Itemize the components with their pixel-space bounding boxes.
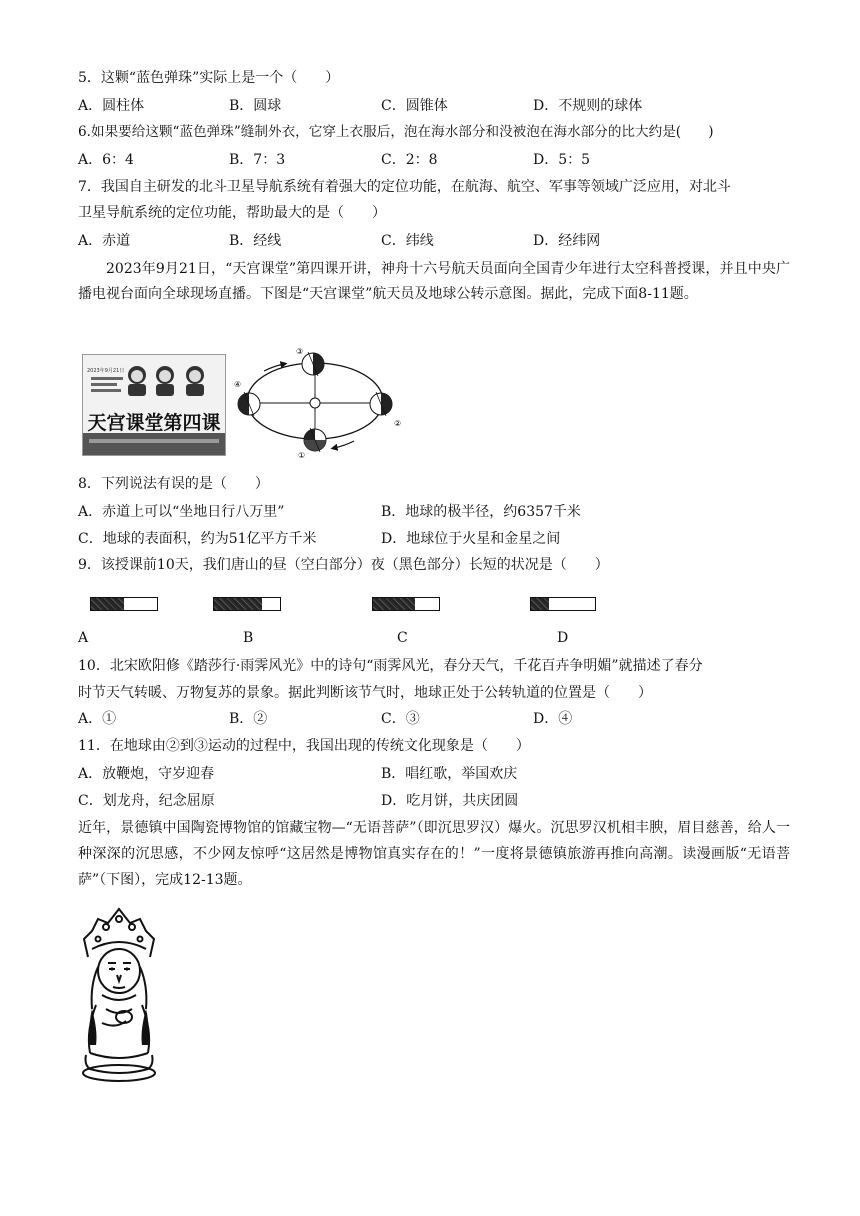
tiangong-banner-image bbox=[82, 354, 226, 456]
q9-label-c: C bbox=[397, 630, 408, 646]
q5-option-d: D．不规则的球体 bbox=[533, 98, 643, 114]
q8-option-b: B．地球的极半径，约6357千米 bbox=[381, 504, 581, 520]
q11-option-d: D．吃月饼，共庆团圆 bbox=[381, 793, 519, 809]
night-portion bbox=[373, 598, 415, 610]
q11-option-a: A．放鞭炮，守岁迎春 bbox=[78, 766, 215, 782]
q8-option-d: D．地球位于火星和金星之间 bbox=[381, 531, 561, 547]
q10-option-a: A．① bbox=[78, 711, 117, 727]
q5-option-c: C．圆锥体 bbox=[381, 98, 448, 114]
q7-stem-line1: 7．我国自主研发的北斗卫星导航系统有着强大的定位功能，在航海、航空、军事等领域广泛应用，对北斗 bbox=[78, 179, 731, 195]
q6-option-c: C．2：8 bbox=[381, 152, 438, 168]
orbit-label-1: ① bbox=[298, 451, 306, 460]
day-night-bar-d bbox=[530, 597, 596, 611]
banner-date: 2023年9月21日 bbox=[87, 368, 125, 374]
q10-option-c: C．③ bbox=[381, 711, 420, 727]
q5-option-b: B．圆球 bbox=[229, 98, 282, 114]
q11-stem: 11．在地球由②到③运动的过程中，我国出现的传统文化现象是（ ） bbox=[78, 738, 530, 754]
q6-stem: 6.如果要给这颗“蓝色弹珠”缝制外衣，它穿上衣服后，泡在海水部分和没被泡在海水部分的比大约是( ) bbox=[78, 124, 714, 140]
q10-option-b: B．② bbox=[229, 711, 268, 727]
q7-stem-line2: 卫星导航系统的定位功能，帮助最大的是（ ） bbox=[78, 205, 386, 221]
orbit-label-3: ③ bbox=[296, 347, 304, 356]
q9-label-a: A bbox=[78, 630, 89, 646]
q5-option-a: A．圆柱体 bbox=[78, 98, 145, 114]
bodhisattva-cartoon-image bbox=[76, 905, 162, 1085]
q7-option-b: B．经线 bbox=[229, 233, 282, 249]
orbit-label-2: ② bbox=[394, 419, 402, 428]
q5-stem: 5．这颗“蓝色弹珠”实际上是一个（ ） bbox=[78, 70, 340, 86]
sun-icon bbox=[306, 394, 324, 412]
q7-option-a: A．赤道 bbox=[78, 233, 131, 249]
q11-option-b: B．唱红歌，举国欢庆 bbox=[381, 766, 518, 782]
earth-orbit-diagram bbox=[234, 346, 406, 461]
q9-label-d: D bbox=[557, 630, 569, 646]
q10-stem-line2: 时节天气转暖、万物复苏的景象。据此判断该节气时，地球正处于公转轨道的位置是（ ） bbox=[78, 685, 652, 701]
q11-option-c: C．划龙舟，纪念屈原 bbox=[78, 793, 215, 809]
banner-title: 天宫课堂第四课 bbox=[87, 412, 221, 434]
q9-label-b: B bbox=[243, 630, 254, 646]
night-portion bbox=[214, 598, 262, 610]
orbit-label-4: ④ bbox=[234, 380, 242, 389]
day-night-bar-c bbox=[372, 597, 440, 611]
q10-option-d: D．④ bbox=[533, 711, 573, 727]
q8-stem: 8．下列说法有误的是（ ） bbox=[78, 476, 269, 492]
night-portion bbox=[531, 598, 549, 610]
q8-option-c: C．地球的表面积，约为51亿平方千米 bbox=[78, 531, 317, 547]
day-night-bar-b bbox=[213, 597, 281, 611]
q9-stem: 9．该授课前10天，我们唐山的昼（空白部分）夜（黑色部分）长短的状况是（ ） bbox=[78, 557, 609, 573]
passage-tiangong: 2023年9月21日，“天宫课堂”第四课开讲，神舟十六号航天员面向全国青少年进行太空科普授课，并且中央广播电视台面向全球现场直播。下图是“天宫课堂”航天员及地球公转示意图。据此，完成下面8-11题。 bbox=[78, 261, 790, 302]
q7-option-d: D．经纬网 bbox=[533, 233, 601, 249]
day-night-bar-a bbox=[90, 597, 158, 611]
passage-bodhisattva: 近年，景德镇中国陶瓷博物馆的馆藏宝物—“无语菩萨”（即沉思罗汉）爆火。沉思罗汉机相丰腴，眉目慈善，给人一种深深的沉思感，不少网友惊呼“这居然是博物馆真实存在的！”一度将景德镇旅游再推向高潮。读漫画版“无语菩萨”（下图），完成12-13题。 bbox=[78, 820, 790, 888]
q6-option-a: A．6：4 bbox=[78, 152, 134, 168]
q7-option-c: C．纬线 bbox=[381, 233, 434, 249]
q6-option-b: B．7：3 bbox=[229, 152, 286, 168]
night-portion bbox=[91, 598, 124, 610]
q8-option-a: A．赤道上可以“坐地日行八万里” bbox=[78, 504, 285, 520]
q6-option-d: D．5：5 bbox=[533, 152, 591, 168]
q10-stem-line1: 10．北宋欧阳修《踏莎行·雨霁风光》中的诗句“雨霁风光，春分天气，千花百卉争明媚”就描述了春分 bbox=[78, 658, 703, 674]
